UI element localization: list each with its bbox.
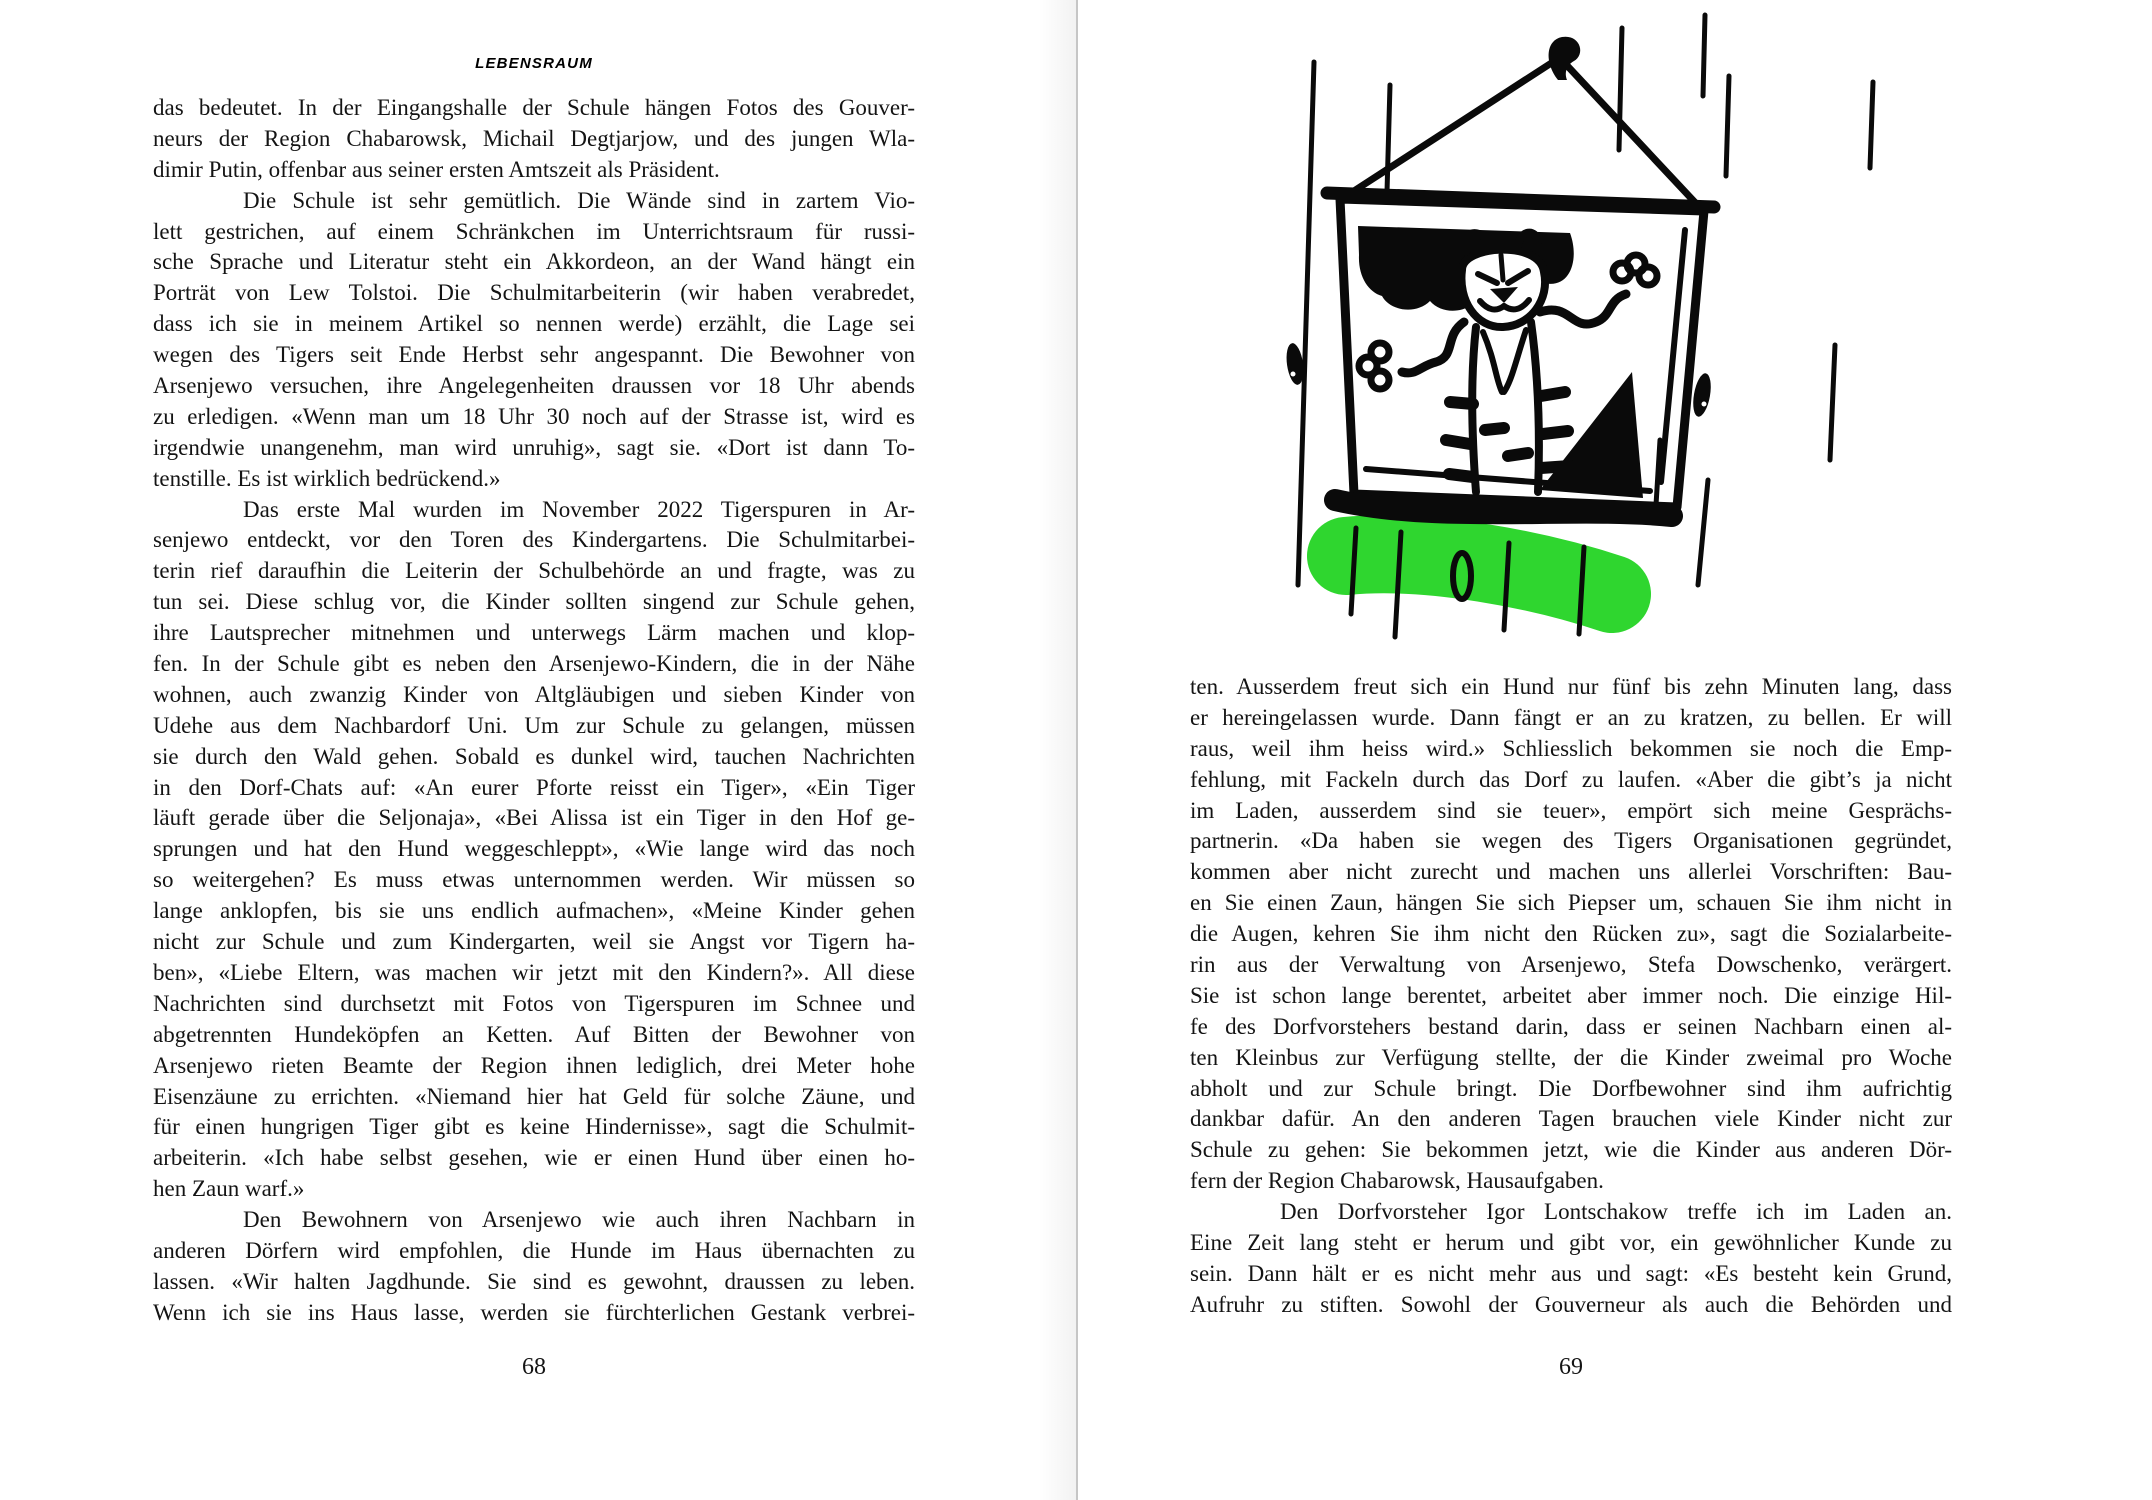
text-line: Udehe aus dem Nachbardorf Uni. Um zur Schule zu gelangen, müssen — [153, 712, 915, 738]
text-line: tun sei. Diese schlug vor, die Kinder sollten singend zur Schule gehen, — [153, 589, 915, 615]
text-line: sie durch den Wald gehen. Sobald es dunkel wird, tauchen Nachrichten — [153, 743, 915, 769]
text-line: raus, weil ihm heiss wird.» Schliesslich bekommen sie noch die Emp- — [1190, 735, 1952, 761]
text-line: er hereingelassen wurde. Dann fängt er an zu kratzen, zu bellen. Er will — [1190, 704, 1952, 730]
frame-bottom-smudge — [1335, 500, 1672, 516]
text-line: lange anklopfen, bis sie uns endlich aufmachen», «Meine Kinder gehen — [153, 898, 915, 924]
text-line: neurs der Region Chabarowsk, Michail Degtjarjow, und des jungen Wla- — [153, 125, 915, 151]
text-line: tenstille. Es ist wirklich bedrückend.» — [153, 465, 501, 491]
hanging-string — [1340, 58, 1704, 212]
text-line: hen Zaun warf.» — [153, 1176, 305, 1202]
text-line: arbeiterin. «Ich habe selbst gesehen, wie er einen Hund über einen ho- — [153, 1145, 915, 1171]
text-line: rin aus der Verwaltung von Arsenjewo, Stefa Dowschenko, verärgert. — [1190, 952, 1952, 978]
text-line: in den Dorf-Chats auf: «An eurer Pforte reisst ein Tiger», «Ein Tiger — [153, 774, 915, 800]
text-line: dimir Putin, offenbar aus seiner ersten Amtszeit als Präsident. — [153, 156, 720, 182]
text-line: für einen hungrigen Tiger gibt es keine Hindernisse», sagt die Schulmit- — [153, 1114, 915, 1140]
framed-tiger-drawing — [1240, 0, 1940, 670]
text-line: ben», «Liebe Eltern, was machen wir jetzt mit den Kindern?». All diese — [153, 959, 915, 985]
text-line: Porträt von Lew Tolstoi. Die Schulmitarbeiterin (wir haben verabredet, — [153, 280, 915, 306]
text-line: abholt und zur Schule bringt. Die Dorfbewohner sind ihm aufrichtig — [1190, 1075, 1952, 1101]
text-line: läuft gerade über die Seljonaja», «Bei Alissa ist ein Tiger in den Hof ge- — [153, 805, 915, 831]
page-number-right: 69 — [1559, 1354, 1583, 1380]
text-line: abgetrennten Hundeköpfen an Ketten. Auf Bitten der Bewohner von — [153, 1021, 915, 1047]
text-line: dankbar dafür. An den anderen Tagen brauchen viele Kinder nicht zur — [1190, 1106, 1952, 1132]
text-line: Eisenzäune zu errichten. «Niemand hier hat Geld für solche Zäune, und — [153, 1083, 915, 1109]
text-line: Das erste Mal wurden im November 2022 Tigerspuren in Ar- — [243, 496, 915, 522]
text-line: so weitergehen? Es muss etwas unternommen werden. Wir müssen so — [153, 867, 915, 893]
text-line: kommen aber nicht zurecht und machen uns allerlei Vorschriften: Bau- — [1190, 859, 1952, 885]
text-line: irgendwie unangenehm, man wird unruhig», sagt sie. «Dort ist dann To- — [153, 434, 915, 460]
text-line: Den Bewohnern von Arsenjewo wie auch ihren Nachbarn in — [243, 1207, 915, 1233]
text-line: anderen Dörfern wird empfohlen, die Hunde im Haus übernachten zu — [153, 1237, 915, 1263]
text-line: dass ich sie in meinem Artikel so nennen werde) erzählt, die Lage sei — [153, 311, 915, 337]
text-line: zu erledigen. «Wenn man um 18 Uhr 30 noch auf der Strasse ist, wird es — [153, 403, 915, 429]
text-line: sein. Dann hält er es nicht mehr aus und sagt: «Es besteht kein Grund, — [1190, 1260, 1952, 1286]
text-line: Sie ist schon lange berentet, arbeitet aber immer noch. Die einzige Hil- — [1190, 982, 1952, 1008]
text-line: partnerin. «Da haben sie wegen des Tigers Organisationen gegründet, — [1190, 828, 1952, 854]
text-line: ihre Lautsprecher mitnehmen und unterwegs Lärm machen und klop- — [153, 620, 915, 646]
page-right — [1078, 0, 2152, 1500]
text-line: en Sie einen Zaun, hängen Sie sich Piepser um, schauen Sie ihm nicht in — [1190, 890, 1952, 916]
text-line: terin rief daraufhin die Leiterin der Schulbehörde an und fragte, was zu — [153, 558, 915, 584]
text-line: nicht zur Schule und zum Kindergarten, weil sie Angst vor Tigern ha- — [153, 929, 915, 955]
text-line: die Augen, kehren Sie ihm nicht den Rücken zu», sagt die Sozialarbeite- — [1190, 921, 1952, 947]
text-line: senjewo entdeckt, vor den Toren des Kindergartens. Die Schulmitarbei- — [153, 527, 915, 553]
page-number-left: 68 — [522, 1354, 546, 1380]
text-line: Nachrichten sind durchsetzt mit Fotos von Tigerspuren im Schnee und — [153, 990, 915, 1016]
text-line: fehlung, mit Fackeln durch das Dorf zu laufen. «Aber die gibt’s ja nicht — [1190, 766, 1952, 792]
text-line: das bedeutet. In der Eingangshalle der Schule hängen Fotos des Gouver- — [153, 95, 915, 120]
gutter-shadow — [1038, 0, 1076, 1500]
text-line: Den Dorfvorsteher Igor Lontschakow treffe ich im Laden an. — [1280, 1199, 1952, 1225]
text-line: lett gestrichen, auf einem Schränkchen im Unterrichtsraum für russi- — [153, 218, 915, 244]
text-line: wegen des Tigers seit Ende Herbst sehr angespannt. Die Bewohner von — [153, 342, 915, 368]
text-line: sprungen und hat den Hund weggeschleppt», «Wie lange wird das noch — [153, 836, 915, 862]
text-line: fern der Region Chabarowsk, Hausaufgaben. — [1190, 1168, 1604, 1194]
running-head: LEBENSRAUM — [475, 55, 593, 72]
text-line: Eine Zeit lang steht er herum und gibt vor, ein gewöhnlicher Kunde zu — [1190, 1230, 1952, 1256]
text-line: Wenn ich sie ins Haus lasse, werden sie fürchterlichen Gestank verbrei- — [153, 1299, 915, 1325]
text-line: Die Schule ist sehr gemütlich. Die Wände sind in zartem Vio- — [243, 187, 915, 213]
text-line: lassen. «Wir halten Jagdhunde. Sie sind es gewohnt, draussen zu leben. — [153, 1268, 915, 1294]
text-line: fe des Dorfvorstehers bestand darin, dass er seinen Nachbarn einen al- — [1190, 1013, 1952, 1039]
text-line: Schule zu gehen: Sie bekommen jetzt, wie die Kinder aus anderen Dör- — [1190, 1137, 1952, 1163]
text-line: Arsenjewo versuchen, ihre Angelegenheiten draussen vor 18 Uhr abends — [153, 373, 915, 399]
text-line: fen. In der Schule gibt es neben den Arsenjewo-Kindern, die in der Nähe — [153, 651, 915, 677]
text-line: im Laden, ausserdem sind sie teuer», empört sich meine Gesprächs- — [1190, 797, 1952, 823]
left-text-column — [153, 93, 915, 1329]
right-text-column — [1190, 672, 1952, 1321]
text-line: wohnen, auch zwanzig Kinder von Altgläubigen und sieben Kinder von — [153, 681, 915, 707]
text-line: ten Kleinbus zur Verfügung stellte, der die Kinder zweimal pro Woche — [1190, 1044, 1952, 1070]
green-swoosh — [1346, 554, 1612, 594]
text-line: Arsenjewo rieten Beamte der Region ihnen lediglich, drei Meter hohe — [153, 1052, 915, 1078]
text-line: Aufruhr zu stiften. Sowohl der Gouverneur als auch die Behörden und — [1190, 1291, 1952, 1317]
text-line: ten. Ausserdem freut sich ein Hund nur fünf bis zehn Minuten lang, dass — [1190, 674, 1952, 699]
text-line: sche Sprache und Literatur steht ein Akkordeon, an der Wand hängt ein — [153, 249, 915, 275]
